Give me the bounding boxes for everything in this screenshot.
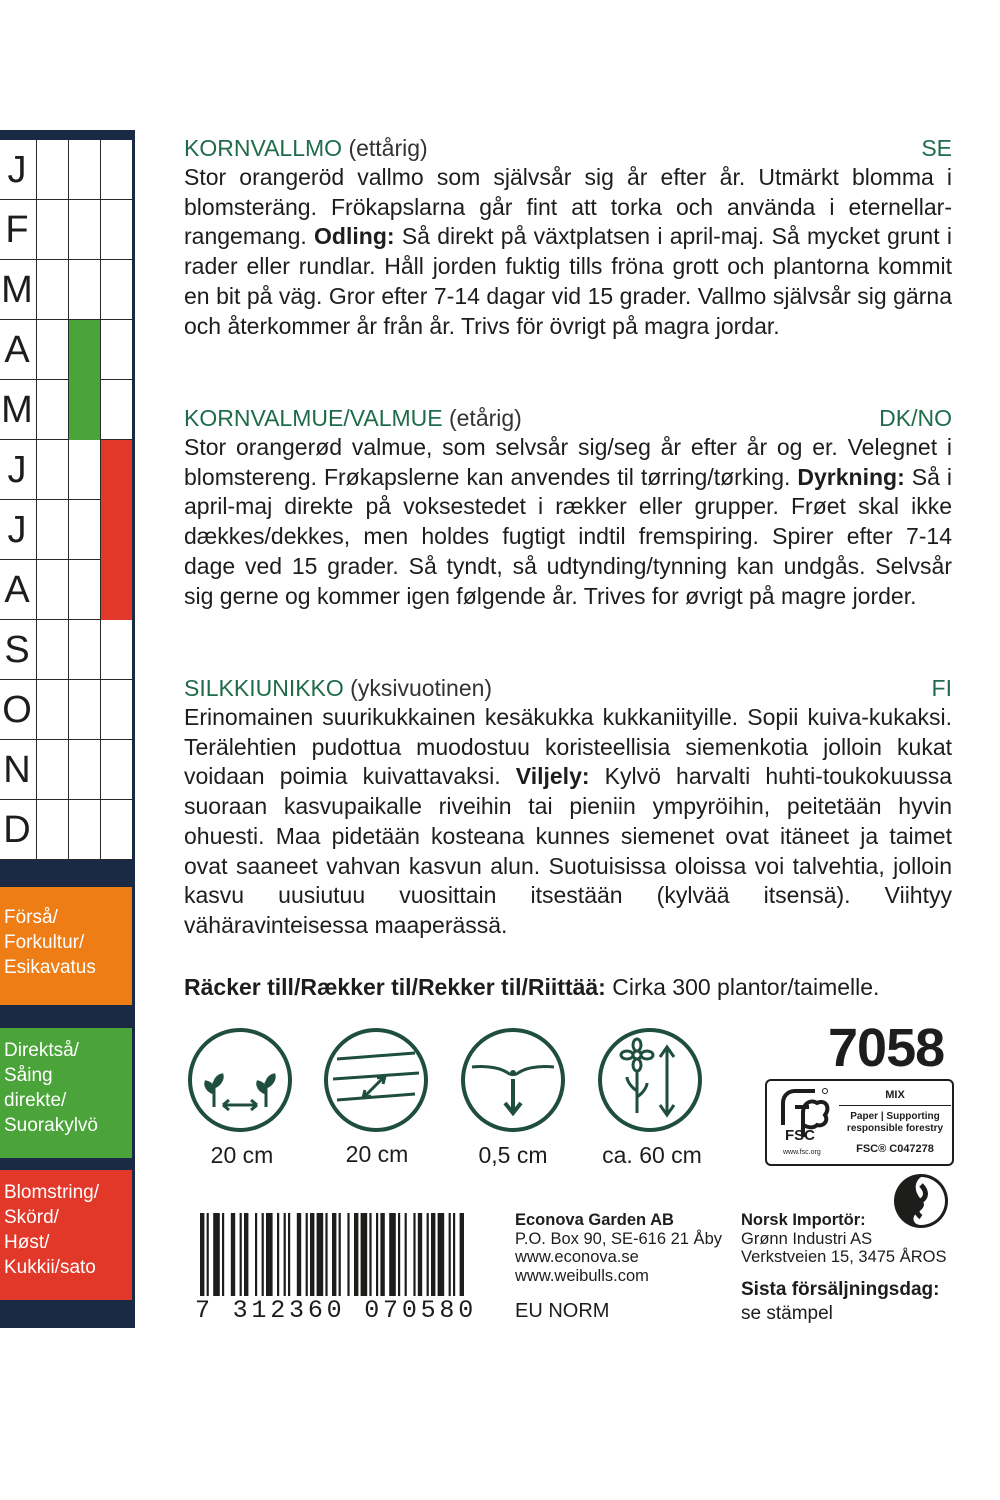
calendar-cell — [68, 500, 100, 560]
section-subtitle: (ettårig) — [348, 135, 428, 161]
plant-spacing-value: 20 cm — [210, 1142, 274, 1168]
barcode-bar — [262, 1213, 264, 1297]
barcode-bar — [288, 1213, 290, 1297]
barcode-bar — [240, 1213, 242, 1297]
barcode-bar — [266, 1213, 273, 1297]
calendar-cell — [100, 260, 132, 320]
fsc-mix: MIX — [839, 1085, 951, 1106]
company-website-link[interactable]: www.weibulls.com — [515, 1266, 649, 1285]
section-body — [184, 433, 952, 611]
section-dk-no — [184, 403, 952, 611]
fsc-line2: responsible forestry — [846, 1123, 944, 1134]
month-letter: J — [7, 509, 27, 551]
calendar-cell — [68, 740, 100, 800]
calendar-cell — [100, 380, 132, 440]
calendar-cell — [100, 500, 132, 560]
month-letter: A — [4, 569, 30, 611]
barcode-bar — [244, 1213, 248, 1297]
barcode-bar — [405, 1213, 407, 1297]
body-text: Kylvö harvalti huhti-toukokuussa suoraan kasvupaikalle riveihin tai pieniin ympyröihin, peitetään hyvin ohuesti. Maa pidetään kosteana kunnes siemenet ovat itäneet ja taimet ovat saaneet vahvan kasvun alun. Suotuisissa oloissa voi talvehtia, jolloin kasvu uusiutuu vuosittain itsestään (kylvää itsensä). Viihtyy vähäravinteisessa maaperässä. — [184, 763, 952, 938]
barcode-bar — [361, 1213, 368, 1297]
calendar-cell — [68, 260, 100, 320]
eu-norm: EU NORM — [515, 1300, 610, 1322]
barcode-bar — [449, 1213, 451, 1297]
section-language: SE — [921, 135, 952, 161]
month-letter: J — [7, 449, 27, 491]
calendar-month-row — [0, 500, 132, 560]
barcode-bar — [213, 1213, 220, 1297]
calendar-cell — [68, 440, 100, 500]
importer-street: Verkstveien 15, 3475 ÅROS — [741, 1248, 947, 1266]
barcode-bar — [438, 1213, 445, 1297]
calendar-cell — [36, 620, 68, 680]
section-body — [184, 163, 952, 341]
sowing-depth-value: 0,5 cm — [478, 1142, 548, 1168]
calendar-cell — [100, 320, 132, 380]
last-sale-date — [741, 1278, 939, 1326]
section-title: SILKKIUNIKKO — [184, 675, 344, 701]
plant-height-icon — [597, 1027, 703, 1133]
barcode-bar — [413, 1213, 415, 1297]
section-subtitle: (etårig) — [448, 405, 522, 431]
calendar-cell — [36, 320, 68, 380]
barcode-bar — [427, 1213, 429, 1297]
legend-indoor — [0, 887, 132, 1005]
barcode-bar — [389, 1213, 396, 1297]
last-sale-value: se stämpel — [741, 1303, 833, 1324]
barcode-bar — [306, 1213, 308, 1297]
barcode-bar — [354, 1213, 358, 1297]
calendar-cell — [100, 560, 132, 620]
importer-label: Norsk Importör: — [741, 1211, 866, 1229]
calendar-cell — [36, 740, 68, 800]
calendar-cell — [68, 800, 100, 860]
calendar-month-row — [0, 740, 132, 800]
section-heading — [184, 133, 952, 163]
fsc-tree-icon — [773, 1085, 833, 1159]
month-letter: S — [4, 629, 30, 671]
fsc-logo-text: FSC — [785, 1127, 815, 1144]
calendar-month-row — [0, 200, 132, 260]
company-website-link[interactable]: www.econova.se — [515, 1248, 639, 1266]
legend-indoor-line: Forkultur/ — [4, 932, 85, 953]
legend-bloom-line: Høst/ — [4, 1232, 50, 1253]
calendar-cell — [36, 380, 68, 440]
calendar-cell — [36, 680, 68, 740]
barcode-digits: 7 312360 070580 — [195, 1296, 478, 1325]
sowing-calendar — [0, 130, 135, 1328]
body-bold-label: Odling: — [314, 223, 395, 250]
barcode-bar — [347, 1213, 349, 1297]
calendar-cell — [68, 200, 100, 260]
barcode-bar — [453, 1213, 455, 1297]
fsc-code: FSC® C047278 — [856, 1143, 934, 1155]
calendar-cell — [100, 800, 132, 860]
calendar-cell — [68, 560, 100, 620]
legend-bloom-line: Skörd/ — [4, 1207, 59, 1228]
section-title: KORNVALLMO — [184, 135, 343, 161]
barcode-bar — [369, 1213, 371, 1297]
calendar-cell — [100, 140, 132, 200]
section-subtitle: (yksivuotinen) — [350, 675, 493, 701]
company-name: Econova Garden AB — [515, 1211, 674, 1229]
legend-direct-line: Direktså/ — [4, 1040, 79, 1061]
legend-direct-line: Såing — [4, 1065, 53, 1086]
calendar-cell — [36, 200, 68, 260]
section-title: KORNVALMUE/VALMUE — [184, 405, 443, 431]
calendar-grid — [0, 140, 132, 860]
month-letter: M — [1, 269, 33, 311]
section-language: DK/NO — [879, 405, 952, 431]
barcode-bar — [317, 1213, 324, 1297]
body-bold-label: Dyrkning: — [797, 463, 905, 490]
section-heading — [184, 403, 952, 433]
calendar-cell — [100, 200, 132, 260]
article-number: 7058 — [828, 1018, 945, 1078]
month-letter: A — [4, 329, 30, 371]
month-letter: N — [3, 749, 31, 791]
section-language: FI — [931, 675, 952, 701]
month-letter: F — [5, 209, 29, 251]
barcode-bar — [325, 1213, 327, 1297]
calendar-month-row — [0, 560, 132, 620]
calendar-cell — [100, 620, 132, 680]
calendar-cell — [36, 140, 68, 200]
sowing-depth-icon — [460, 1027, 566, 1133]
calendar-cell — [68, 380, 100, 440]
fsc-label — [765, 1079, 954, 1166]
last-sale-label: Sista försäljningsdag: — [741, 1279, 940, 1300]
plant-height-value: ca. 60 cm — [602, 1142, 702, 1168]
barcode-bar — [339, 1213, 341, 1297]
legend-bloom — [0, 1170, 132, 1300]
calendar-cell — [100, 680, 132, 740]
yield-label: Räcker till/Rækker til/Rekker til/Riittää: — [184, 974, 606, 1000]
calendar-cell — [68, 620, 100, 680]
yield-value: Cirka 300 plantor/taimelle. — [605, 974, 880, 1000]
barcode-bar — [398, 1213, 400, 1297]
month-letter: D — [3, 809, 31, 851]
plant-spacing-icon — [187, 1027, 293, 1133]
legend-indoor-line: Förså/ — [4, 907, 58, 928]
legend-bloom-line: Kukkii/sato — [4, 1257, 96, 1278]
calendar-cell — [36, 560, 68, 620]
calendar-cell — [100, 440, 132, 500]
calendar-cell — [36, 440, 68, 500]
calendar-cell — [36, 500, 68, 560]
calendar-month-row — [0, 440, 132, 500]
barcode-bar — [255, 1213, 257, 1297]
month-letter: M — [1, 389, 33, 431]
body-text: Så direkt på växtplatsen i april-maj. Så mycket grunt i rader eller rundlar. Håll jorden fuktig tills fröna grott och plantorna kommit en bit på väg. Gror efter 7-14 dagar vid 15 grader. Vallmo självsår sig gärna och återkommer år från år. Trivs för övrigt på magra jordar. — [184, 223, 952, 339]
body-bold-label: Viljely: — [515, 763, 590, 790]
legend-bloom-line: Blomstring/ — [4, 1182, 100, 1203]
section-fi — [184, 673, 952, 941]
body-text: Stor orangeröd vallmo som självsår sig år efter år. Utmärkt blomma i blomsteräng. Frökapslarna går fint att torka och använda i eternellar-rangemang. — [184, 164, 952, 250]
row-spacing-icon — [323, 1027, 429, 1133]
barcode-bar — [376, 1213, 378, 1297]
barcode-bar — [431, 1213, 435, 1297]
section-heading — [184, 673, 952, 703]
legend-direct-line: Suorakylvö — [4, 1115, 98, 1136]
legend-direct-sow — [0, 1028, 132, 1158]
calendar-cell — [68, 140, 100, 200]
company-address — [515, 1211, 722, 1285]
month-letter: O — [2, 689, 32, 731]
calendar-cell — [100, 740, 132, 800]
fsc-site: www.fsc.org — [783, 1149, 821, 1156]
calendar-cell — [36, 800, 68, 860]
importer-name: Grønn Industri AS — [741, 1229, 873, 1248]
body-text: Så i april-maj direkte på voksestedet i rækker eller grupper. Frøet skal ikke dækkes/dekkes, men holdes fugtigt indtil fremspiring. Spirer efter 7-14 dage ved 15 grader. Så tyndt, så udtynding/tynning kan undgås. Selvsår sig gerne og kommer igen følgende år. Trives for øvrigt på magre jorder. — [184, 463, 952, 609]
section-se — [184, 133, 952, 341]
fsc-line1: Paper | Supporting — [850, 1111, 940, 1122]
calendar-cell — [68, 320, 100, 380]
body-text: Erinomainen suurikukkainen kesäkukka kukkaniityille. Sopii kuiva-kukaksi. Terälehtien pudottua muodostuu koristeellisia siemenkotia jolloin kukat voidaan poimia kuivattavaksi. — [184, 704, 952, 790]
company-street: P.O. Box 90, SE-616 21 Åby — [515, 1229, 722, 1248]
barcode-bar — [284, 1213, 286, 1297]
calendar-month-row — [0, 260, 132, 320]
legend-indoor-line: Esikavatus — [4, 957, 96, 978]
calendar-month-row — [0, 800, 132, 860]
calendar-cell — [68, 680, 100, 740]
barcode-bar — [310, 1213, 314, 1297]
calendar-month-row — [0, 620, 132, 680]
row-spacing-value: 20 cm — [345, 1141, 409, 1167]
barcode-bar — [277, 1213, 279, 1297]
calendar-cell — [36, 260, 68, 320]
legend-direct-line: direkte/ — [4, 1090, 67, 1111]
importer-address — [741, 1211, 946, 1267]
calendar-month-row — [0, 320, 132, 380]
barcode-bar — [380, 1213, 384, 1297]
calendar-month-row — [0, 140, 132, 200]
body-text: Stor orangerød valmue, som selvsår sig/seg år efter år og er. Velegnet i blomstereng. Frøkapslerne kan anvendes til tørring/tørking. — [184, 434, 952, 490]
calendar-month-row — [0, 380, 132, 440]
month-letter: J — [7, 149, 27, 191]
section-body — [184, 703, 952, 941]
calendar-month-row — [0, 680, 132, 740]
barcode-bar — [222, 1213, 224, 1297]
barcode-bar — [297, 1213, 301, 1297]
barcode-bar — [231, 1213, 235, 1297]
yield-line — [184, 972, 879, 1002]
barcode-bar — [418, 1213, 422, 1297]
